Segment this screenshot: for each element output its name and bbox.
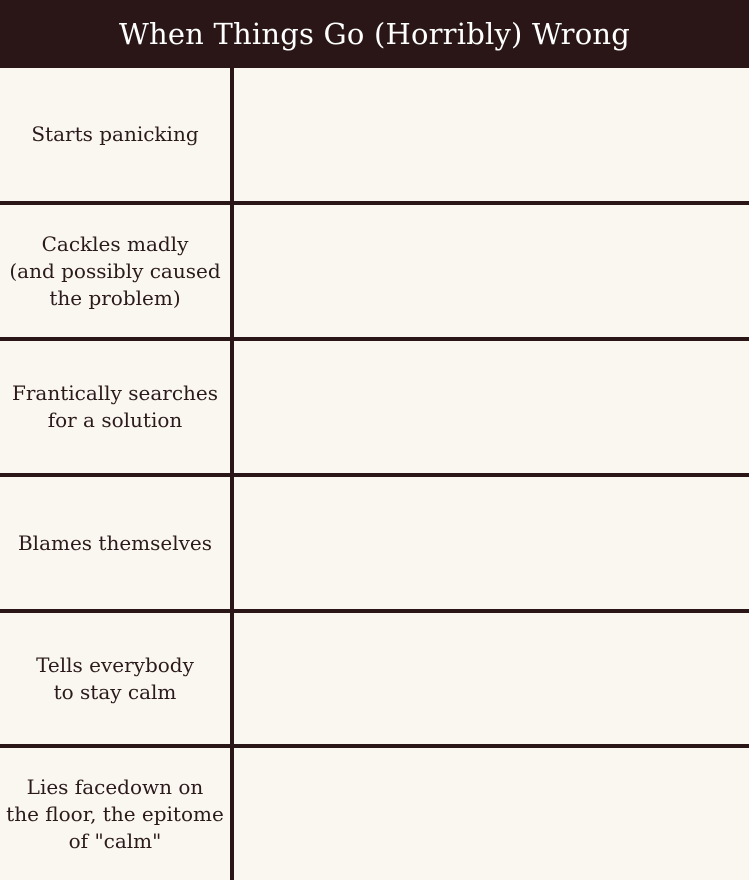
row-blank-cell[interactable] [230, 477, 749, 609]
row-label-cell [0, 205, 230, 337]
row-blank-cell[interactable] [230, 341, 749, 473]
chart-table [0, 68, 749, 880]
row-blank-cell[interactable] [230, 205, 749, 337]
table-row [0, 748, 749, 880]
row-label-cell [0, 748, 230, 880]
row-label: Starts panicking [31, 122, 199, 146]
page-title: When Things Go (Horribly) Wrong [0, 0, 749, 68]
row-label: Frantically searches for a solution [11, 381, 218, 432]
table-row [0, 341, 749, 473]
row-label: Blames themselves [17, 530, 213, 555]
row-blank-cell[interactable] [230, 748, 749, 880]
row-label-cell [0, 341, 230, 473]
row-blank-cell[interactable] [230, 613, 749, 744]
table-row [0, 477, 749, 609]
row-label-cell [0, 613, 230, 744]
row-label-cell [0, 68, 230, 201]
column-divider [230, 68, 234, 880]
row-label-cell [0, 477, 230, 609]
row-label: Tells everybody to stay calm [36, 652, 194, 704]
table-row [0, 613, 749, 744]
row-label: Cackles madly (and possibly caused the problem) [9, 231, 221, 310]
row-blank-cell[interactable] [230, 68, 749, 201]
row-label: Lies facedown on the floor, the epitome of "calm" [6, 774, 224, 853]
table-row [0, 205, 749, 337]
table-row [0, 68, 749, 201]
